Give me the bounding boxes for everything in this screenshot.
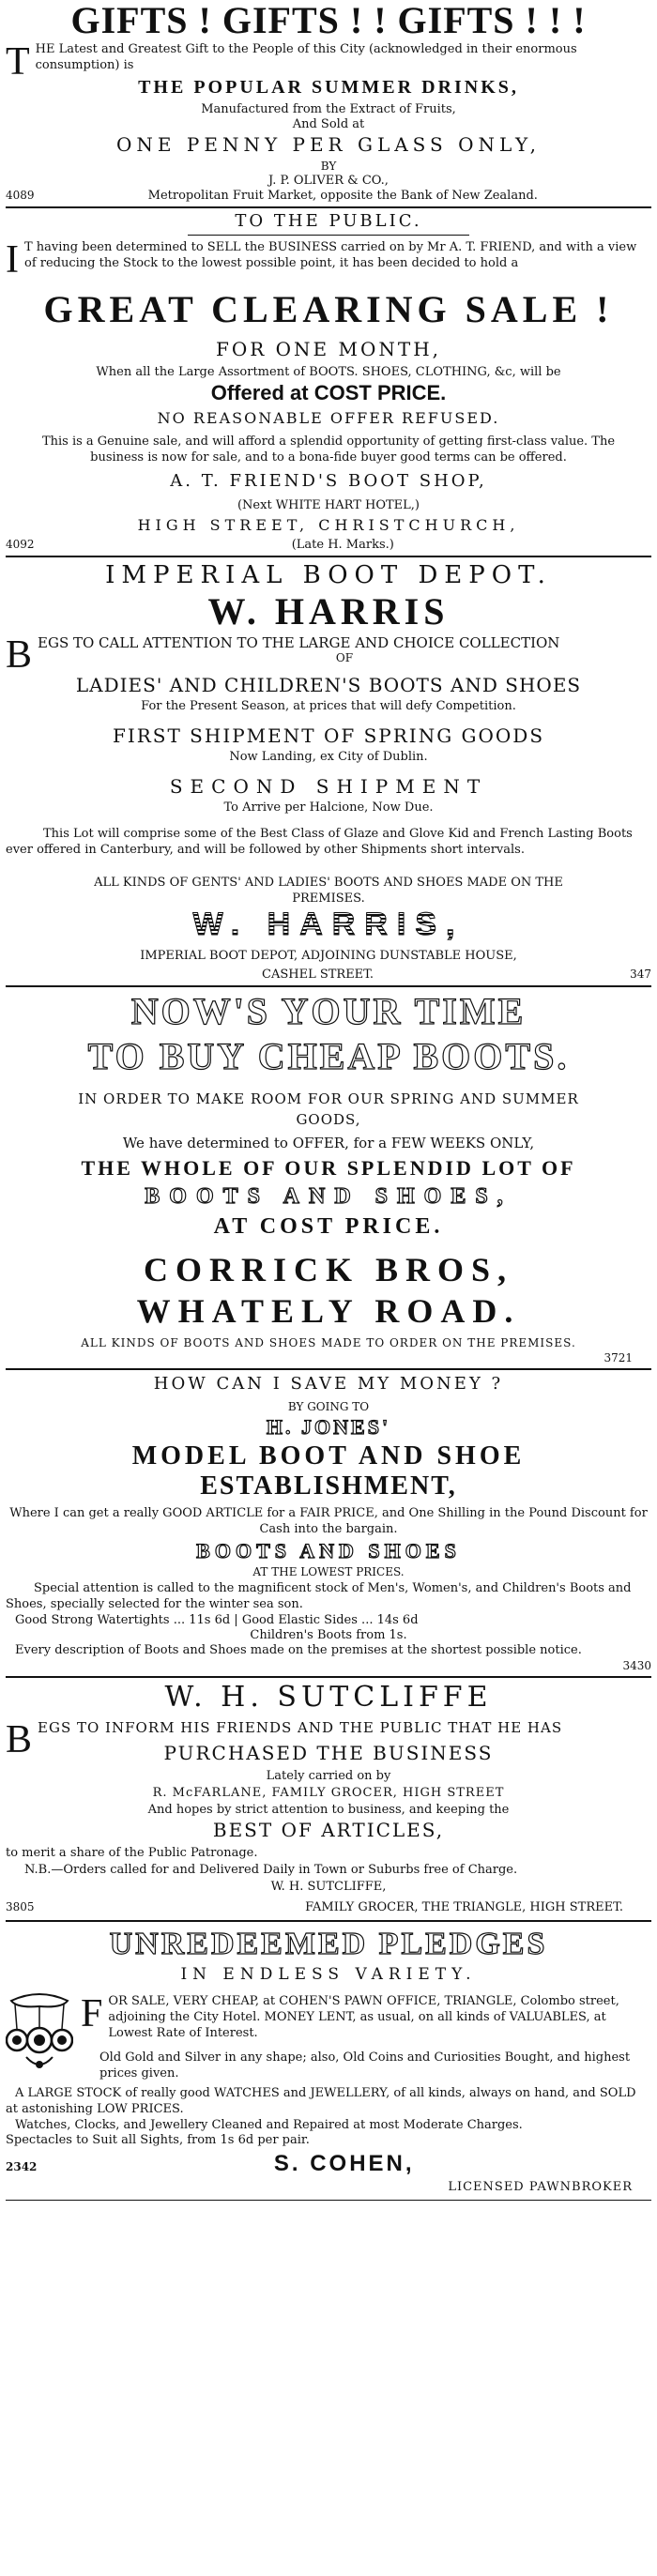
no-offer-refused: NO REASONABLE OFFER REFUSED. <box>157 409 500 427</box>
every-description: Every description of Boots and Shoes made on the premises at the shortest possible notice. <box>15 1643 582 1657</box>
special-attention: Special attention is called to the magnificent stock of Men's, Women's, and Children's Boots and Shoes, specially selected for the winter sea son. <box>6 1581 632 1611</box>
imperial-boot-depot-heading: IMPERIAL BOOT DEPOT. <box>105 561 552 589</box>
summer-drinks-title: THE POPULAR SUMMER DRINKS, <box>138 77 519 98</box>
present-season-line: For the Present Season, at prices that will defy Competition. <box>141 699 516 713</box>
unredeemed-pledges: UNREDEEMED PLEDGES <box>109 1927 548 1961</box>
harris-begs <box>6 633 651 677</box>
cashel-row <box>6 967 651 983</box>
by-line: BY <box>320 160 337 173</box>
sold-at-line: And Sold at <box>292 117 365 131</box>
oliver-firm: J. P. OLIVER & CO., <box>268 174 389 188</box>
cohen-for-sale-text: OR SALE, VERY CHEAP, at COHEN'S PAWN OFFICE, TRIANGLE, Colombo street, adjoining the City Hotel. MONEY LENT, as usual, on all kinds of VALUABLES, at Lowest Rate of Interest. <box>108 1994 619 2040</box>
divider <box>6 1920 651 1922</box>
one-month-line: FOR ONE MONTH, <box>215 338 442 360</box>
friend-boot-shop: A. T. FRIEND'S BOOT SHOP, <box>170 471 487 491</box>
divider <box>6 1676 651 1678</box>
lot-text: This Lot will comprise some of the Best Class of Glaze and Glove Kid and French Lasting Boots ever offered in Canterbury, and will be followed by other Shipments short intervals. <box>6 827 633 857</box>
dropcap: B <box>6 633 33 677</box>
cohen-footer-row <box>6 2151 651 2177</box>
where-good-article: Where I can get a really GOOD ARTICLE for a FAIR PRICE, and One Shilling in the Pound Discount for Cash into the bargain. <box>9 1506 648 1536</box>
oliver-address: Metropolitan Fruit Market, opposite the Bank of New Zealand. <box>147 189 538 203</box>
corrick-made-to-order: ALL KINDS OF BOOTS AND SHOES MADE TO ORDER ON THE PREMISES. <box>81 1336 576 1349</box>
best-of-articles: BEST OF ARTICLES, <box>212 1819 445 1841</box>
friend-footer-row <box>6 537 651 553</box>
now-landing-line: Now Landing, ex City of Dublin. <box>229 750 428 764</box>
harris-begs-text: EGS TO CALL ATTENTION TO THE LARGE AND CHOICE COLLECTION <box>38 634 560 651</box>
hopes-line: And hopes by strict attention to business, and keeping the <box>147 1803 510 1817</box>
dropcap: I <box>6 238 19 282</box>
save-money-heading: HOW CAN I SAVE MY MONEY ? <box>153 1374 504 1394</box>
heading-underline <box>188 235 469 236</box>
ad-number: 347 <box>630 968 651 981</box>
whately-road: WHATELY ROAD. <box>136 1292 521 1330</box>
oliver-address-row <box>6 188 651 204</box>
sutcliffe-signature: W. H. SUTCLIFFE, <box>270 1880 387 1894</box>
large-stock-line: A LARGE STOCK of really good WATCHES and JEWELLERY, of all kinds, always on hand, and SOLD at astonishing LOW PRICES. <box>6 2086 636 2116</box>
buy-cheap-boots: TO BUY CHEAP BOOTS. <box>87 1035 570 1077</box>
harris-stamp-text: W. HARRIS, <box>192 907 465 942</box>
stock-line: When all the Large Assortment of BOOTS. SHOES, CLOTHING, &c, will be <box>96 365 561 379</box>
friend-intro-text: T having been determined to SELL the BUSINESS carried on by Mr A. T. FRIEND, and with a view of reducing the Stock to the lowest possible point, it has been decided to hold a <box>24 240 637 270</box>
gifts-intro <box>6 40 651 84</box>
sutcliffe-name: W. H. SUTCLIFFE <box>164 1681 493 1714</box>
next-white-hart: (Next WHITE HART HOTEL,) <box>237 498 420 512</box>
jewellery-illustration <box>6 1991 73 2072</box>
family-grocer: FAMILY GROCER, THE TRIANGLE, HIGH STREET. <box>305 1900 623 1914</box>
determined-line: We have determined to OFFER, for a FEW WEEKS ONLY, <box>122 1135 535 1151</box>
to-the-public-heading: TO THE PUBLIC. <box>235 211 422 231</box>
ladies-childrens-line: LADIES' AND CHILDREN'S BOOTS AND SHOES <box>75 674 582 696</box>
dropcap: F <box>81 1992 103 2035</box>
price-line-1: Good Strong Watertights ... 11s 6d | Good Elastic Sides ... 14s 6d <box>15 1613 419 1627</box>
genuine-sale-text: This is a Genuine sale, and will afford a splendid opportunity of getting first-class value. The business is now for sale, and to a bona-fide buyer good terms can be offered. <box>41 434 616 465</box>
manufactured-line: Manufactured from the Extract of Fruits, <box>201 102 456 116</box>
ad-number: 3721 <box>604 1351 633 1364</box>
harris-stamp <box>6 907 651 943</box>
of-line: OF <box>335 651 354 664</box>
h-jones-name: H. JONES' <box>266 1415 391 1439</box>
ad-number: 3430 <box>622 1659 651 1672</box>
ad-number: 4092 <box>6 538 35 551</box>
dropcap: B <box>6 1718 33 1761</box>
boots-and-shoes-heading: BOOTS AND SHOES <box>196 1539 461 1562</box>
mcfarlane-line: R. McFARLANE, FAMILY GROCER, HIGH STREET <box>152 1786 505 1800</box>
sutcliffe-footer-row <box>6 1899 651 1915</box>
sutcliffe-begs-text: EGS TO INFORM HIS FRIENDS AND THE PUBLIC THAT HE HAS <box>38 1719 563 1736</box>
gifts-intro-text: HE Latest and Greatest Gift to the People of this City (acknowledged in their enormous consumption) is <box>35 42 577 72</box>
cohen-for-sale <box>81 1993 651 2041</box>
depot-address: IMPERIAL BOOT DEPOT, ADJOINING DUNSTABLE HOUSE, <box>140 949 517 963</box>
ad-number: 4089 <box>6 189 35 202</box>
first-shipment-line: FIRST SHIPMENT OF SPRING GOODS <box>112 724 545 747</box>
divider <box>6 2200 651 2201</box>
lately-carried: Lately carried on by <box>266 1769 391 1783</box>
gifts-headline: GIFTS ! GIFTS ! ! GIFTS ! ! ! <box>70 0 587 41</box>
corrick-bros-name: CORRICK BROS, <box>143 1251 514 1288</box>
nows-your-time: NOW'S YOUR TIME <box>130 990 527 1032</box>
price-line-2: Children's Boots from 1s. <box>250 1628 407 1642</box>
old-gold-line: Old Gold and Silver in any shape; also, Old Coins and Curiosities Bought, and highest prices given. <box>99 2050 631 2081</box>
high-street-line: HIGH STREET, CHRISTCHURCH, <box>137 516 520 534</box>
cost-price-line: Offered at COST PRICE. <box>210 381 447 404</box>
divider <box>6 985 651 987</box>
one-penny-line: ONE PENNY PER GLASS ONLY, <box>116 133 541 156</box>
make-room-line: IN ORDER TO MAKE ROOM FOR OUR SPRING AND SUMMER GOODS, <box>78 1090 579 1128</box>
clearing-sale-heading: GREAT CLEARING SALE ! <box>43 288 614 330</box>
lowest-prices: AT THE LOWEST PRICES. <box>252 1565 405 1578</box>
cashel-street: CASHEL STREET. <box>262 968 374 982</box>
model-boot-shoe: MODEL BOOT AND SHOE <box>131 1441 526 1471</box>
ad-number: 2342 <box>6 2160 38 2173</box>
arrive-halcione-line: To Arrive per Halcione, Now Due. <box>223 800 434 815</box>
divider <box>6 206 651 208</box>
gents-ladies-made: ALL KINDS OF GENTS' AND LADIES' BOOTS AND SHOES MADE ON THE PREMISES. <box>94 876 563 906</box>
s-cohen-name: S. COHEN, <box>273 2151 415 2176</box>
licensed-pawnbroker: LICENSED PAWNBROKER <box>448 2180 633 2194</box>
establishment: ESTABLISHMENT, <box>200 1471 457 1501</box>
late-h-marks: (Late H. Marks.) <box>291 538 394 552</box>
at-cost-price: AT COST PRICE. <box>213 1214 444 1239</box>
w-harris-name: W. HARRIS <box>207 590 450 633</box>
merit-line: to merit a share of the Public Patronage. <box>6 1846 258 1860</box>
second-shipment-line: SECOND SHIPMENT <box>169 775 488 798</box>
by-going-to: BY GOING TO <box>287 1400 370 1413</box>
divider <box>6 1368 651 1370</box>
nb-orders: N.B.—Orders called for and Delivered Daily in Town or Suburbs free of Charge. <box>24 1863 518 1877</box>
boots-and-shoes-outline: BOOTS AND SHOES, <box>145 1184 512 1209</box>
friend-intro <box>6 238 651 282</box>
spectacles-line: Spectacles to Suit all Sights, from 1s 6d per pair. <box>6 2133 310 2147</box>
dropcap: T <box>6 40 30 84</box>
ad-number: 3805 <box>6 1900 35 1913</box>
purchased-business: PURCHASED THE BUSINESS <box>163 1742 494 1764</box>
whole-lot-line: THE WHOLE OF OUR SPLENDID LOT OF <box>81 1156 576 1180</box>
endless-variety: IN ENDLESS VARIETY. <box>180 1965 477 1984</box>
watches-repaired-line: Watches, Clocks, and Jewellery Cleaned and Repaired at most Moderate Charges. <box>15 2118 523 2132</box>
divider <box>6 556 651 557</box>
